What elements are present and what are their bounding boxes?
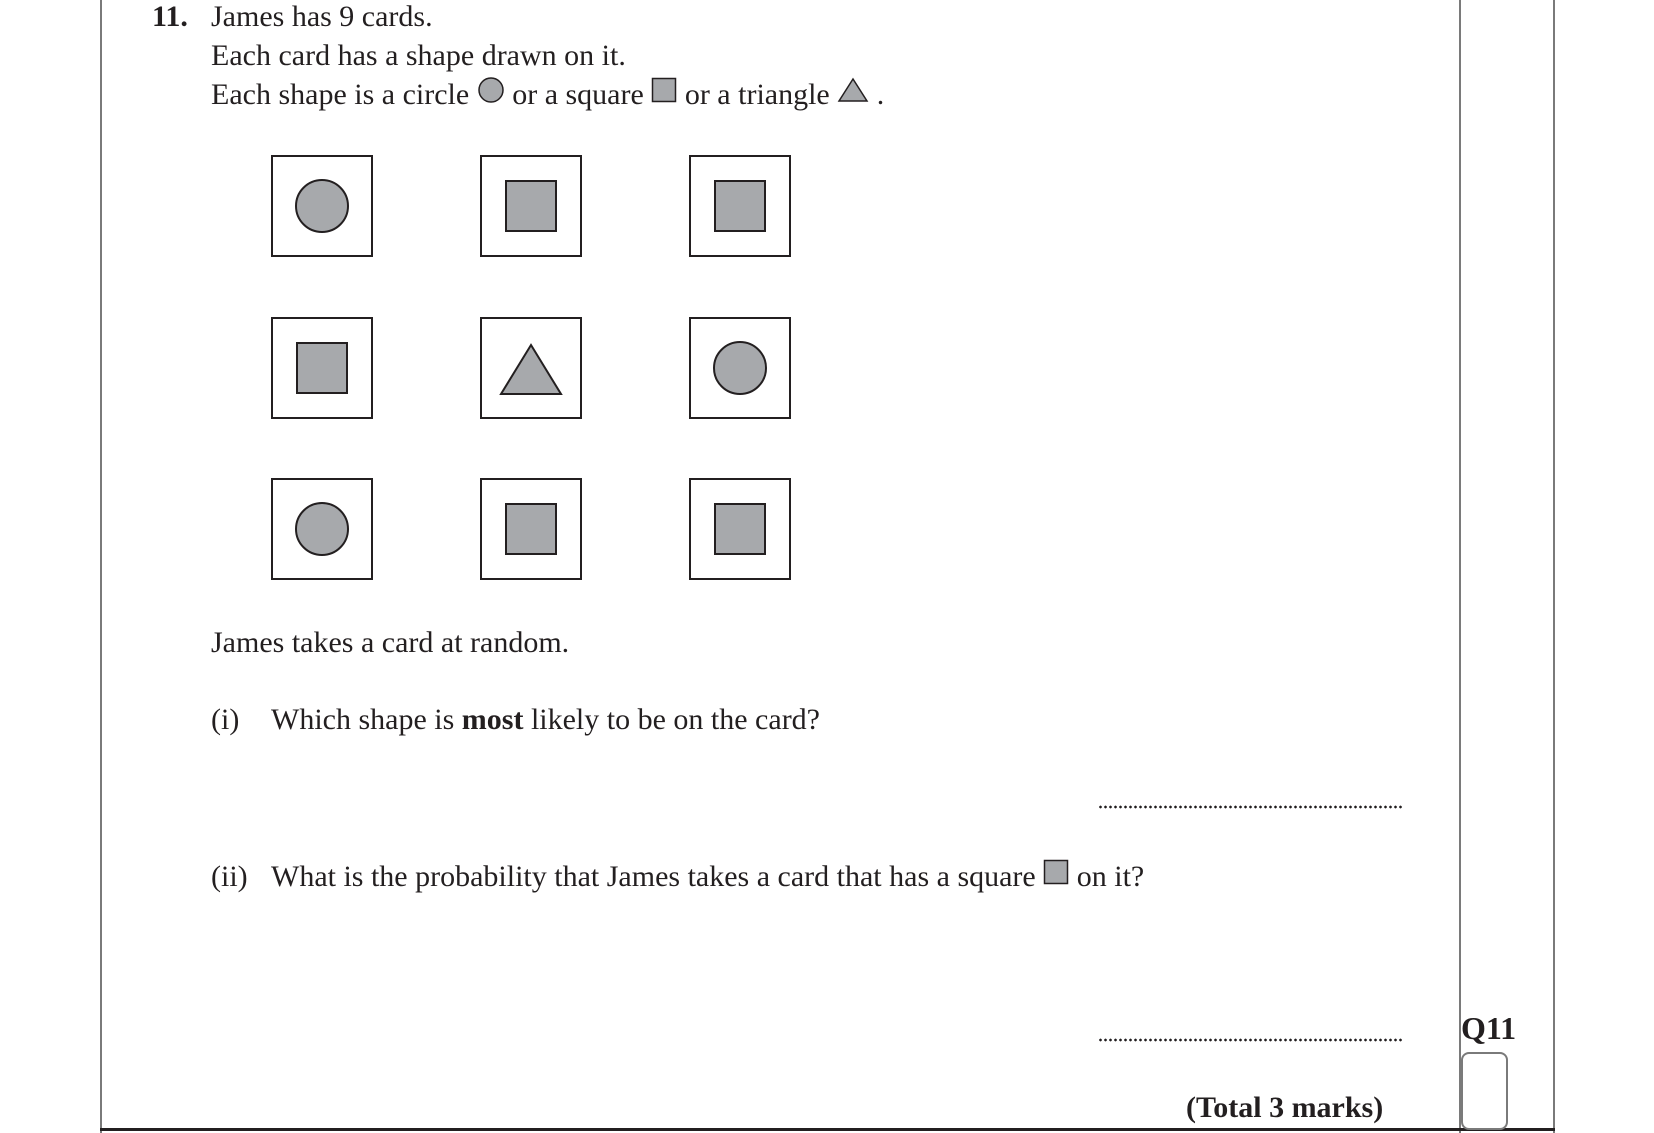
- answer-line-ii[interactable]: [1098, 1038, 1404, 1042]
- triangle-intro-text: or a triangle: [684, 78, 830, 111]
- square-icon: [651, 77, 677, 111]
- total-marks: (Total 3 marks): [1186, 1091, 1384, 1124]
- margin-question-label: Q11: [1461, 1010, 1517, 1046]
- question-line-3: [211, 78, 884, 115]
- card-square: [480, 155, 582, 257]
- part-i-question: [271, 703, 820, 737]
- square-icon: [715, 504, 765, 554]
- part-i-label: (i): [211, 703, 240, 736]
- square-icon: [506, 181, 556, 231]
- question-number: 11.: [152, 0, 188, 33]
- page-frame-right: [1553, 0, 1555, 1133]
- card-triangle: [480, 317, 582, 419]
- question-line-1: James has 9 cards.: [211, 0, 433, 33]
- circle-icon: [714, 342, 766, 394]
- circle-icon: [477, 76, 505, 112]
- part-ii-text-before: What is the probability that James takes a card that has a square: [271, 860, 1036, 893]
- page-frame-left: [100, 0, 102, 1133]
- card-circle: [271, 478, 373, 580]
- triangle-icon: [837, 77, 869, 111]
- circle-icon: [296, 503, 348, 555]
- part-ii-label: (ii): [211, 860, 248, 893]
- mark-box[interactable]: [1461, 1052, 1508, 1130]
- square-icon: [506, 504, 556, 554]
- circle-icon: [296, 180, 348, 232]
- question-line-2: Each card has a shape drawn on it.: [211, 39, 626, 72]
- card-circle: [271, 155, 373, 257]
- margin-column-rule: [1459, 0, 1461, 1133]
- card-square: [689, 478, 791, 580]
- answer-line-i[interactable]: [1098, 805, 1404, 809]
- stem-text: James takes a card at random.: [211, 626, 570, 659]
- part-i-emphasis: most: [461, 703, 524, 736]
- part-i-text-before: Which shape is: [271, 703, 455, 736]
- card-square: [480, 478, 582, 580]
- line-end-period: .: [876, 78, 885, 111]
- card-square: [689, 155, 791, 257]
- part-ii-question: [271, 860, 1144, 896]
- card-square: [271, 317, 373, 419]
- card-circle: [689, 317, 791, 419]
- triangle-icon: [501, 345, 561, 394]
- square-icon: [715, 181, 765, 231]
- part-ii-text-after: on it?: [1076, 860, 1145, 893]
- square-icon: [297, 343, 347, 393]
- square-icon: [1043, 859, 1069, 893]
- part-i-text-after: likely to be on the card?: [530, 703, 820, 736]
- square-intro-text: or a square: [512, 78, 644, 111]
- shape-intro-text: Each shape is a circle: [211, 78, 470, 111]
